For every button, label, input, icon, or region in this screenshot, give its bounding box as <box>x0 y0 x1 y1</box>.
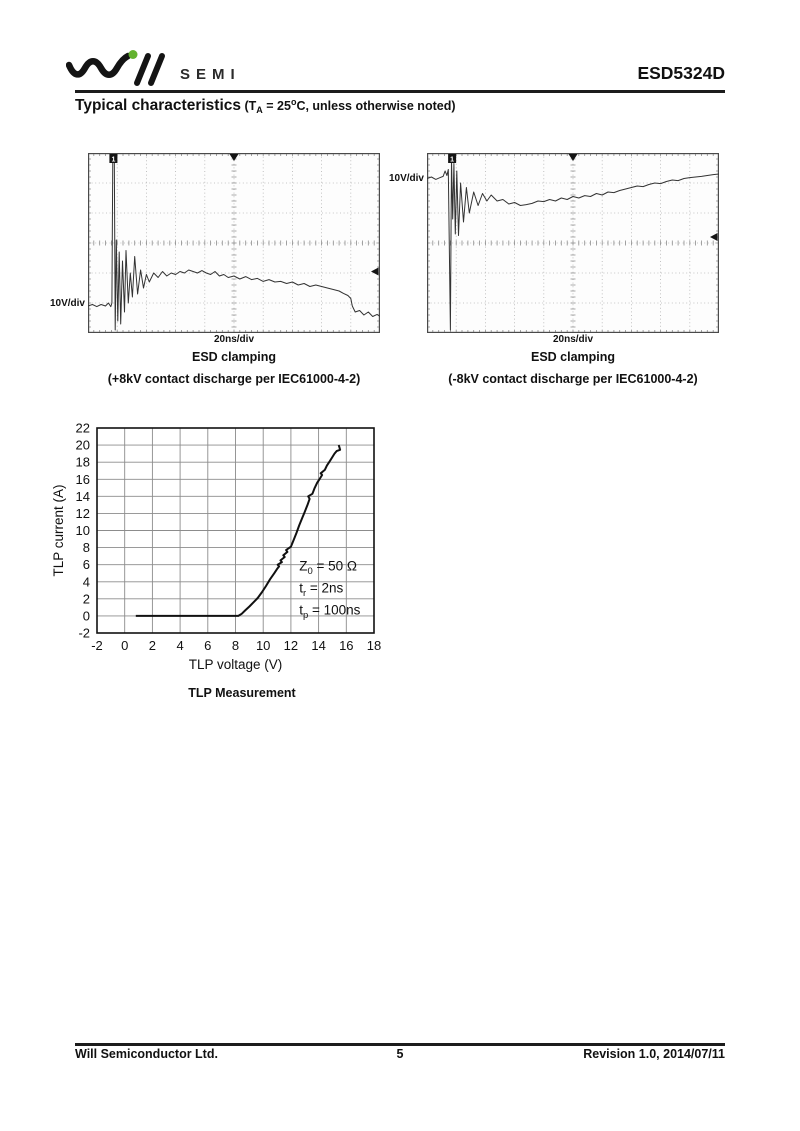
header-rule <box>75 90 725 93</box>
logo-wave <box>69 56 128 75</box>
tlp-caption: TLP Measurement <box>188 686 296 700</box>
volts-per-div-label: 10V/div <box>49 298 85 310</box>
trigger-position-marker <box>230 154 239 161</box>
y-tick-label: 18 <box>75 454 90 470</box>
part-number: ESD5324D <box>637 63 725 83</box>
time-per-div-label: 20ns/div <box>213 334 255 345</box>
tlp-annotation: $t_r = 2ns$ <box>299 580 344 600</box>
x-tick-label: 14 <box>311 638 326 653</box>
caption-discharge-condition: (+8kV contact discharge per IEC61000-4-2) <box>107 372 361 386</box>
y-tick-label: 0 <box>82 608 90 624</box>
trigger-position-marker <box>569 154 578 161</box>
y-tick-label: 22 <box>75 420 90 436</box>
section-title-condition: ($T_A = 25^oC$, unless otherwise noted) <box>241 97 456 115</box>
caption-discharge-condition: (-8kV contact discharge per IEC61000-4-2) <box>448 372 698 386</box>
logo-semi-text: SEMI <box>180 66 241 83</box>
figure-esd-clamping-positive <box>49 153 380 393</box>
oscilloscope-screenshot-negative <box>427 153 719 333</box>
x-tick-label: 12 <box>283 638 299 653</box>
figure-tlp-measurement <box>52 418 432 700</box>
channel-marker-number: 1 <box>450 156 455 164</box>
section-title <box>75 97 456 115</box>
y-tick-label: 10 <box>75 523 90 538</box>
y-tick-label: 2 <box>82 591 90 607</box>
x-tick-label: 18 <box>366 638 382 653</box>
x-tick-label: -2 <box>91 638 103 653</box>
y-tick-label: -2 <box>78 625 90 641</box>
x-tick-label: 16 <box>339 638 354 653</box>
x-tick-label: 2 <box>148 638 157 653</box>
x-tick-label: 10 <box>255 638 271 653</box>
y-tick-label: 4 <box>82 574 90 590</box>
y-tick-label: 20 <box>75 437 90 453</box>
time-per-div-label: 20ns/div <box>552 334 594 345</box>
channel-marker-number: 1 <box>111 156 116 164</box>
y-axis-label: TLP current (A) <box>52 484 66 577</box>
x-tick-label: 0 <box>121 638 129 653</box>
y-tick-label: 16 <box>75 471 90 487</box>
oscilloscope-screenshot-positive <box>88 153 380 333</box>
footer-company: Will Semiconductor Ltd. <box>75 1047 218 1061</box>
caption-esd-clamping: ESD clamping <box>530 350 616 364</box>
y-tick-label: 8 <box>82 540 90 556</box>
x-tick-label: 8 <box>231 638 240 653</box>
logo-slash-1 <box>137 56 148 83</box>
y-tick-label: 6 <box>82 557 90 573</box>
trace-level-marker <box>371 268 379 276</box>
x-tick-label: 6 <box>204 638 212 653</box>
y-tick-label: 14 <box>75 488 90 504</box>
logo-slash-2 <box>151 56 162 83</box>
y-tick-label: 12 <box>75 505 90 521</box>
footer-rule <box>75 1043 725 1046</box>
tlp-annotation: $Z_0 = 50$ Ω <box>299 558 358 578</box>
x-tick-label: 4 <box>176 638 184 653</box>
footer-revision: Revision 1.0, 2014/07/11 <box>583 1047 725 1061</box>
x-axis-label: TLP voltage (V) <box>188 657 283 672</box>
logo-dot <box>129 50 138 59</box>
caption-esd-clamping: ESD clamping <box>191 350 277 364</box>
footer-page-number: 5 <box>396 1047 404 1061</box>
tlp-chart <box>52 418 397 680</box>
tlp-annotation: $t_p = 100ns$ <box>299 602 361 622</box>
willsemi-logo <box>66 48 181 90</box>
volts-per-div-label: 10V/div <box>388 173 424 184</box>
section-title-main: Typical characteristics <box>75 97 241 114</box>
trace-level-marker <box>710 233 718 241</box>
figure-esd-clamping-negative <box>388 153 719 393</box>
